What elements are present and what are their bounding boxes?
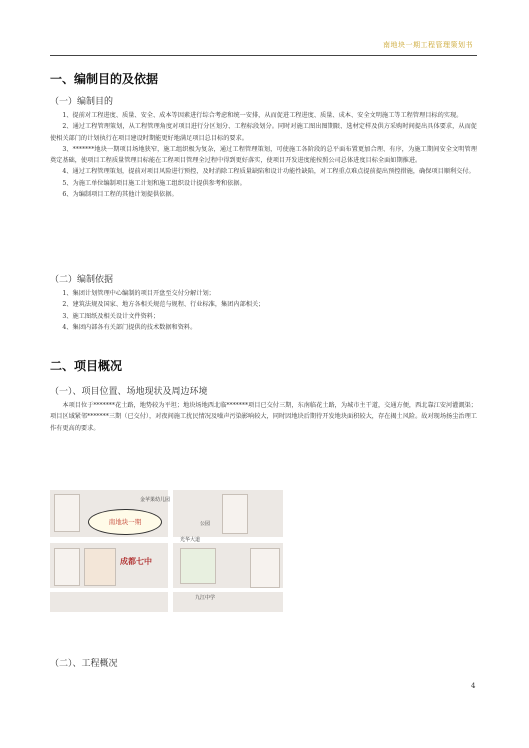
map-block [250, 548, 280, 588]
map-road [168, 490, 173, 612]
paragraph: 6、为编制项目工程的其他计划提供依据。 [62, 191, 178, 199]
map-block [84, 548, 116, 586]
page-number: 4 [471, 682, 476, 690]
paragraph: 4、通过工程管理策划，提前对项目风险进行预控，及时消除工程质量缺陷和设计功能性缺陷，对工程重点难点提前提出预控措施，确保项目顺利交付。 [62, 168, 475, 176]
map-label: 光华大道 [180, 537, 201, 543]
map-block [222, 494, 248, 534]
header-title: 南地块一期工程管理策划书 [383, 41, 473, 49]
section-1-2-heading: （二）编制依据 [50, 275, 114, 285]
section-2-1-body [50, 400, 477, 434]
map-block [54, 494, 80, 532]
section-1-2-body [50, 288, 477, 333]
paragraph: 1、提前对工程进度、质量、安全、成本等因素进行综合考虑和统一安排，从而促进工程进度、质量、成本、安全文明施工等工程管理目标的实现。 [62, 112, 463, 119]
location-map [50, 490, 283, 612]
map-block [180, 548, 216, 584]
paragraph: 3、*******地块一期项目场地狭窄，施工组织极为复杂，通过工程管理策划，可使施工各阶段的总平面布置更加合理、有序，为施工期间安全文明管理奠定基础，使项目工程质量管理目标能在工程项目管理全过程中得到更好落实，使项目开发进度能按照公司总体进度目标全面如期推进。 [50, 145, 477, 165]
map-road [50, 537, 283, 543]
paragraph: 本项目位于*******花土路，地势较为平坦；地块场地西北临*******项目已交付三期，东南临花土路，为城市主干道，交通方便，西北靠江安河灌溉渠；项目区域紧邻*******三期（已交付），对夜间施工扰民情况及噪声污染影响较大，同时因地块后期待开发地块面积较大，存在揭土风险。故对现场扬尘治理工作有更高的要求。 [50, 402, 477, 432]
paragraph: 2、建筑法规及国家、地方各相关规范与规程、行业标准，集团内部相关； [62, 301, 265, 309]
map-label: 九江中学 [195, 595, 216, 601]
section-1-1-heading: （一）编制目的 [50, 97, 114, 107]
section-2-2-heading: （二）、工程概况 [50, 659, 118, 669]
section-1-heading: 一、编制目的及依据 [50, 72, 159, 86]
map-label: 公园 [200, 521, 211, 527]
paragraph: 1、集团计划管理中心编制的项目开盘至交付分解计划； [62, 290, 215, 297]
map-block [54, 548, 80, 586]
map-road [50, 588, 283, 592]
project-location-callout: 南地块一期 [88, 509, 162, 535]
section-2-heading: 二、项目概况 [50, 359, 123, 373]
header-divider [50, 55, 477, 56]
paragraph: 5、为施工单位编制项目施工计划和施工组织设计提供参考和依据。 [62, 179, 246, 187]
paragraph: 4、集团内部各有关部门提供的技术数据和资料。 [62, 323, 197, 331]
map-label: 成都七中 [120, 557, 152, 566]
map-label: 金苹果幼儿园 [140, 497, 171, 503]
section-1-1-body [50, 110, 477, 200]
paragraph: 2、通过工程管理策划，从工程管理角度对项目进行分区划分、工程标段划分。同时对施工图出图期限、选材定样及供方采购时间提出具体要求，从而促使相关部门的计划执行在项目建设时期能更好地满足项目总目标的要求。 [50, 123, 477, 142]
section-2-1-heading: （一）、项目位置、场地现状及周边环境 [50, 387, 208, 397]
paragraph: 3、施工图纸及相关设计文件资料； [62, 312, 160, 320]
